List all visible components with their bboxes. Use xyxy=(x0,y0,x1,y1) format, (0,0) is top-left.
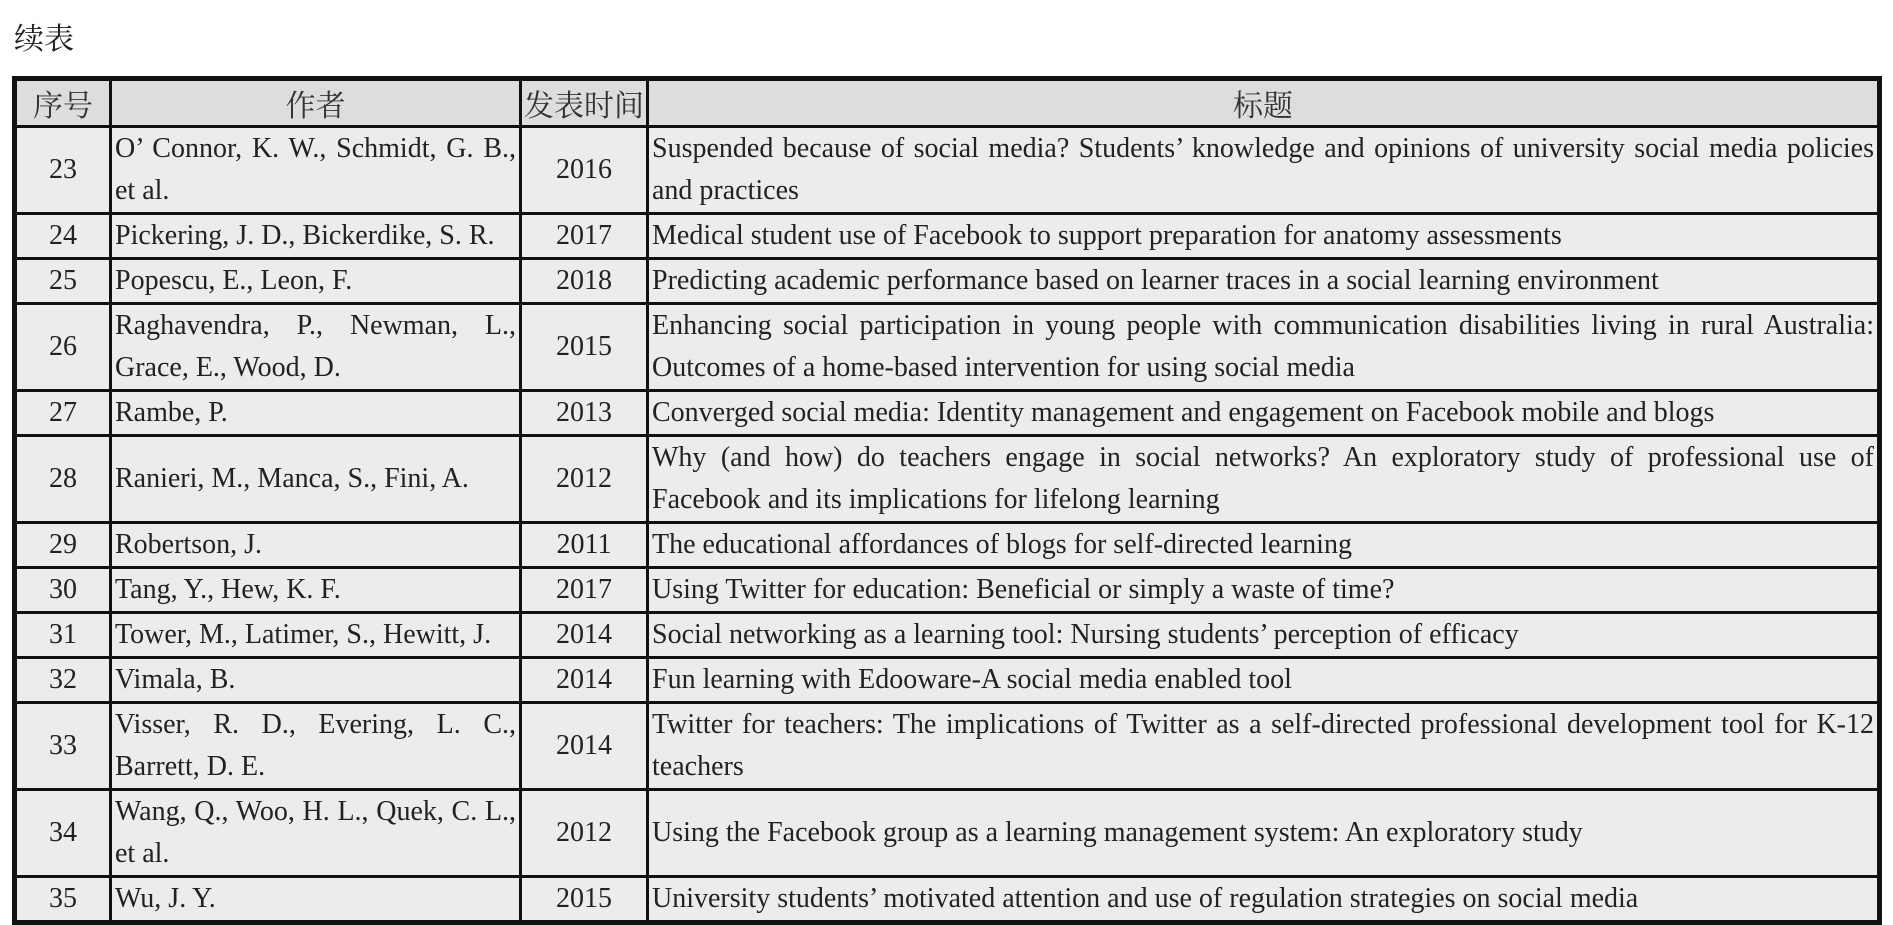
row-year: 2011 xyxy=(521,523,648,568)
row-title: Twitter for teachers: The implications of Twitter as a self-directed professional development tool for K-12 teachers xyxy=(648,703,1880,790)
row-authors: Popescu, E., Leon, F. xyxy=(111,259,521,304)
row-year: 2018 xyxy=(521,259,648,304)
row-no: 28 xyxy=(15,436,111,523)
row-title: Enhancing social participation in young people with communication disabilities living in rural Australia: Outcomes of a home-based intervention for using social media xyxy=(648,304,1880,391)
row-year: 2017 xyxy=(521,568,648,613)
row-authors: Raghavendra, P., Newman, L., Grace, E., Wood, D. xyxy=(111,304,521,391)
table-row xyxy=(15,703,1880,790)
row-title: Using Twitter for education: Beneficial or simply a waste of time? xyxy=(648,568,1880,613)
table-row xyxy=(15,304,1880,391)
table-row xyxy=(15,613,1880,658)
table-row xyxy=(15,391,1880,436)
header-title: 标题 xyxy=(648,79,1880,127)
row-title: Social networking as a learning tool: Nursing students’ perception of efficacy xyxy=(648,613,1880,658)
row-authors: Vimala, B. xyxy=(111,658,521,703)
row-title: Using the Facebook group as a learning management system: An exploratory study xyxy=(648,790,1880,877)
row-no: 35 xyxy=(15,877,111,923)
table-caption: 续表 xyxy=(14,22,74,57)
header-year: 发表时间 xyxy=(521,79,648,127)
header-authors: 作者 xyxy=(111,79,521,127)
row-authors: Wu, J. Y. xyxy=(111,877,521,923)
row-title: University students’ motivated attention and use of regulation strategies on social media xyxy=(648,877,1880,923)
reference-table xyxy=(12,76,1882,925)
header-row xyxy=(15,79,1880,127)
row-authors: O’ Connor, K. W., Schmidt, G. B., et al. xyxy=(111,127,521,214)
row-no: 34 xyxy=(15,790,111,877)
table-row xyxy=(15,523,1880,568)
table-row xyxy=(15,127,1880,214)
row-authors: Wang, Q., Woo, H. L., Quek, C. L., et al. xyxy=(111,790,521,877)
table-row xyxy=(15,877,1880,923)
row-year: 2015 xyxy=(521,304,648,391)
row-title: Medical student use of Facebook to support preparation for anatomy assessments xyxy=(648,214,1880,259)
row-authors: Ranieri, M., Manca, S., Fini, A. xyxy=(111,436,521,523)
table-body xyxy=(15,127,1880,923)
row-year: 2013 xyxy=(521,391,648,436)
row-authors: Robertson, J. xyxy=(111,523,521,568)
row-no: 27 xyxy=(15,391,111,436)
row-year: 2014 xyxy=(521,703,648,790)
row-year: 2014 xyxy=(521,613,648,658)
table-header xyxy=(15,79,1880,127)
row-no: 24 xyxy=(15,214,111,259)
row-no: 32 xyxy=(15,658,111,703)
table-row xyxy=(15,790,1880,877)
row-year: 2015 xyxy=(521,877,648,923)
row-year: 2016 xyxy=(521,127,648,214)
row-title: Converged social media: Identity management and engagement on Facebook mobile and blogs xyxy=(648,391,1880,436)
row-no: 26 xyxy=(15,304,111,391)
table-row xyxy=(15,214,1880,259)
row-no: 33 xyxy=(15,703,111,790)
row-no: 23 xyxy=(15,127,111,214)
row-authors: Visser, R. D., Evering, L. C., Barrett, D. E. xyxy=(111,703,521,790)
row-title: Predicting academic performance based on learner traces in a social learning environment xyxy=(648,259,1880,304)
row-year: 2012 xyxy=(521,436,648,523)
row-authors: Tower, M., Latimer, S., Hewitt, J. xyxy=(111,613,521,658)
row-authors: Rambe, P. xyxy=(111,391,521,436)
row-authors: Pickering, J. D., Bickerdike, S. R. xyxy=(111,214,521,259)
row-year: 2017 xyxy=(521,214,648,259)
row-no: 29 xyxy=(15,523,111,568)
header-no: 序号 xyxy=(15,79,111,127)
row-title: The educational affordances of blogs for self-directed learning xyxy=(648,523,1880,568)
row-year: 2014 xyxy=(521,658,648,703)
row-authors: Tang, Y., Hew, K. F. xyxy=(111,568,521,613)
table-row xyxy=(15,658,1880,703)
row-title: Fun learning with Edooware-A social media enabled tool xyxy=(648,658,1880,703)
row-title: Why (and how) do teachers engage in social networks? An exploratory study of professional use of Facebook and its implications for lifelong learning xyxy=(648,436,1880,523)
row-no: 30 xyxy=(15,568,111,613)
row-title: Suspended because of social media? Students’ knowledge and opinions of university social media policies and practices xyxy=(648,127,1880,214)
table-row xyxy=(15,259,1880,304)
row-no: 25 xyxy=(15,259,111,304)
row-year: 2012 xyxy=(521,790,648,877)
table-row xyxy=(15,568,1880,613)
table-row xyxy=(15,436,1880,523)
row-no: 31 xyxy=(15,613,111,658)
